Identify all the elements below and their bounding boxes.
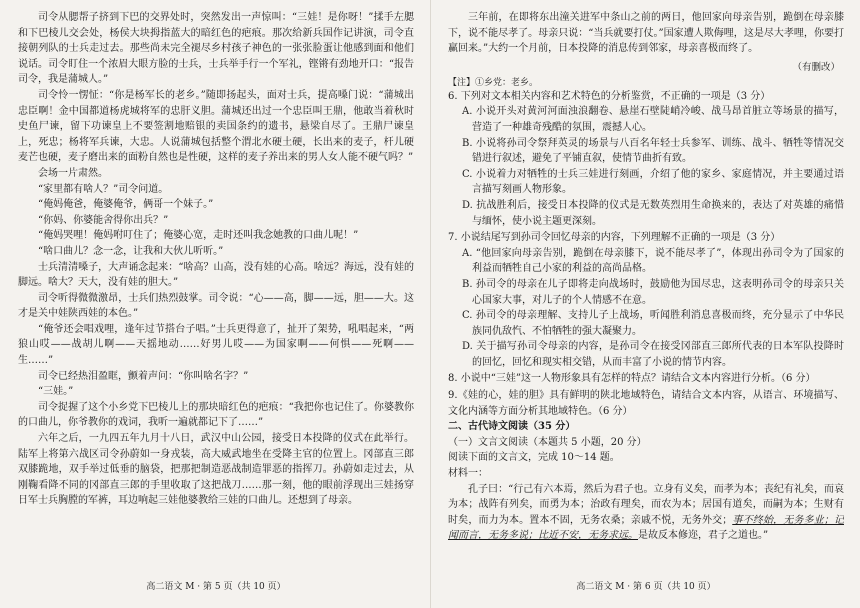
page-footer: 高二语文 M · 第 6 页（共 10 页） (576, 582, 716, 592)
paragraph: “你妈、你婆能舍得你出兵？” (38, 214, 169, 226)
option-d: D. 关于描写孙司令母亲的内容，是孙司令在接受冈部直三郎所代表的日本军队投降时的回忆，回忆和现实相交错，从而丰富了小说的情节内容。 (462, 341, 844, 368)
material-ending: 是故反本修迩，君子之道也。” (638, 530, 769, 542)
story-text (18, 10, 414, 509)
paragraph: 司令捉握了这个小乡党下巴棱儿上的那块暗红色的疤痕：“我把你也记住了。你婆教你的口曲儿，你爷教你的戏词，我听一遍就都记下了……” (18, 401, 414, 429)
paragraph: 会场一片肃然。 (38, 167, 108, 179)
paragraph: “三娃。” (38, 386, 74, 398)
paragraph: 司令从腮帮子挤到下巴的交界处时，突然发出一声惊叫：“三娃！是你呀！”揉手左腮和下巴棱儿交会处，杨侯大块拇指蓝大的暗红色的疤痕。那次给新兵国作记讲演，司令直接朝列队的士兵走过去。那些尚未完全褪尽乡村孩子神色的一张张脸蛋让他感到面和他们说话。司令盯住一个浓眉大眼方脸的士兵，士兵举手行一个军礼，铿锵有劲地开口：“报告司令，我是蒲城人。” (18, 12, 414, 86)
paragraph: “俺妈哭哩！俺妈咐叮住了；俺婆心宽，走时还叫我念她教的口曲儿呢！” (38, 230, 359, 242)
question-8: 8. 小说中“三娃”这一人物形象具有怎样的特点？请结合文本内容进行分析。（6 分） (448, 373, 816, 385)
option-a: A. 小说开头对黄河河面浊浪翻卷、悬崖石壁陡峭冷峻、战马昂首脏立等场景的描写，营造了一种雄奇残酷的氛围，震撼人心。 (462, 106, 844, 133)
question-stem: 7. 小说结尾写到孙司令回忆母亲的内容，下列理解不正确的一项是（3 分） (448, 232, 781, 244)
question-stem: 6. 下列对文本相关内容和艺术特色的分析鉴赏，不正确的一项是（3 分） (448, 90, 771, 102)
material-text (448, 482, 844, 544)
right-page (448, 10, 844, 598)
underlined-sentence: 事不终始，无务多业；记闻而言，无务多说；比近不安，无务求远。 (448, 514, 844, 542)
footnote: 【注】①乡党：老乡。 (448, 77, 539, 88)
option-a: A. “他回家向母亲告别，跪倒在母亲膝下，说不能尽孝了”，体现出孙司令为了国家的利益而牺牲自己小家的利益的高尚品格。 (462, 247, 844, 275)
source-note: （有删改） (792, 61, 840, 73)
paragraph: “啥口曲儿？念一念，让我和大伙儿听听。” (38, 245, 224, 257)
material-body: 孔子曰：“行己有六本焉，然后为君子也。立身有义矣，而孝为本；丧纪有礼矣，而哀为本；战阵有列矣，而勇为本；治政有理矣，而农为本；居国有道矣，而嗣为本；生财有时矣，而力为本。置本不固，无务农桑；亲戚不悦，无务外交； (448, 483, 844, 526)
question-7 (448, 230, 844, 370)
left-page (18, 10, 414, 598)
paragraph: 士兵清清嗓子，大声诵念起来：“啥高？山高，没有娃的心高。啥远？海远，没有娃的脚远。啥大？天大，没有娃的胆大。” (18, 261, 414, 289)
section-title: 二、古代诗文阅读（35 分） (448, 421, 576, 433)
page-footer: 高二语文 M · 第 5 页（共 10 页） (146, 582, 286, 592)
option-b: B. 小说将孙司令祭拜英灵的场景与八百名年轻士兵参军、训练、战斗、牺牲等情况交错进行叙述，避免了平铺直叙，使情节曲折有致。 (462, 137, 844, 165)
option-c: C. 孙司令的母亲理解、支持儿子上战场，听闻胜利消息喜极而终，充分显示了中华民族同仇敌忾、不怕牺牲的强大凝聚力。 (462, 310, 844, 337)
paragraph: 六年之后，一九四五年九月十八日，武汉中山公园，接受日本投降的仪式在此举行。陆军上将第六战区司令孙蔚如一身戎装，高大威武地坐在受降主官的位置上。冈部直三郎双膝跪地，双手举过低垂的脑袋，把那把制造恶战制造罪恶的指挥刀。孙蔚如走过去，从刚鞠看降不同的冈部直三郎的手里收取了这把战刀……那一刻，他的眼前浮现出三娃扬穿日军士兵胸膛的军裤，耳边响起三娃他婆教给三娃的口曲儿。还想到了母亲。 (18, 433, 414, 507)
option-b: B. 孙司令的母亲在儿子即将走向战场时，鼓励他为国尽忠，这表明孙司令的母亲只关心国家大事，对儿子的个人情感不在意。 (462, 278, 844, 306)
paragraph: “家里都有啥人？”司令问道。 (38, 183, 169, 195)
question-6 (448, 89, 844, 229)
paragraph: 司令怜一愣怔：“你是杨军长的老乡。”随即扬起头，面对士兵，提高嗓门说：“蒲城出忠臣啊！金中国都道杨虎城将军的忠肝义胆。蒲城还出过一个忠臣叫王鼎，他敢当着秋时史鱼尸谏，留下功谏皇上不要签割地赔银的卖国条约的遗书，悬梁自尽了。王鼎尸谏皇上，死忠；杨将军兵谏，大忠。人说蒲城包括整个渭北水硬土硬，长出来的麦子，杆儿硬麦芒也硬，麦子磨出来的面粉自然也是性硬，这样的麦子养出来的男人女人能不硬气吗？” (18, 89, 414, 164)
paragraph: 司令听得微微激昂，士兵们热烈鼓掌。司令说：“心——高，脚——远，胆——大。这才是关中娃陕西娃的本色。” (18, 292, 414, 320)
passage-end: 三年前，在即将东出潼关进军中条山之前的两日，他回家向母亲告别，跪倒在母亲膝下，说不能尽孝了。母亲只说：“当兵就要打仗。”国家遭人欺侮哩，这是尽大孝哩，你要打赢回来。”大约一个月前，日本投降的消息传到邻家，母亲喜极而终了。 (448, 12, 844, 55)
page-divider (430, 0, 431, 608)
instructions: 阅读下面的文言文，完成 10～14 题。 (448, 452, 620, 464)
paragraph: 司令已经热泪盈眶，颤着声问：“你叫啥名字？” (38, 370, 249, 382)
question-9: 9.《娃的心，娃的胆》具有鲜明的陕北地域特色，请结合文本内容，从语言、环境描写、文化内涵等方面分析其地域特色。（6 分） (448, 390, 844, 417)
subsection-title: （一）文言文阅读（本题共 5 小题，20 分） (448, 436, 647, 448)
paragraph: “俺妈俺爸，俺婆俺爷，俩哥一个妹子。” (38, 199, 214, 211)
option-d: D. 抗战胜利后，接受日本投降的仪式是无数英烈用生命换来的，表达了对英雄的痛惜与缅怀，使小说主题更深刻。 (462, 199, 844, 227)
paragraph: “俺爷还会唱戏哩，逢年过节搭台子唱。”士兵更得意了，扯开了架势，吼唱起来，“两狼山哎——战胡儿啊——天摇地动……好男儿哎——为国家啊——何惧——死啊——生……” (18, 323, 414, 367)
material-label: 材料一： (448, 468, 488, 480)
option-c: C. 小说着力对牺牲的士兵三娃进行刻画，介绍了他的家乡、家庭情况，并主要通过语言描写刻画人物形象。 (462, 168, 844, 196)
